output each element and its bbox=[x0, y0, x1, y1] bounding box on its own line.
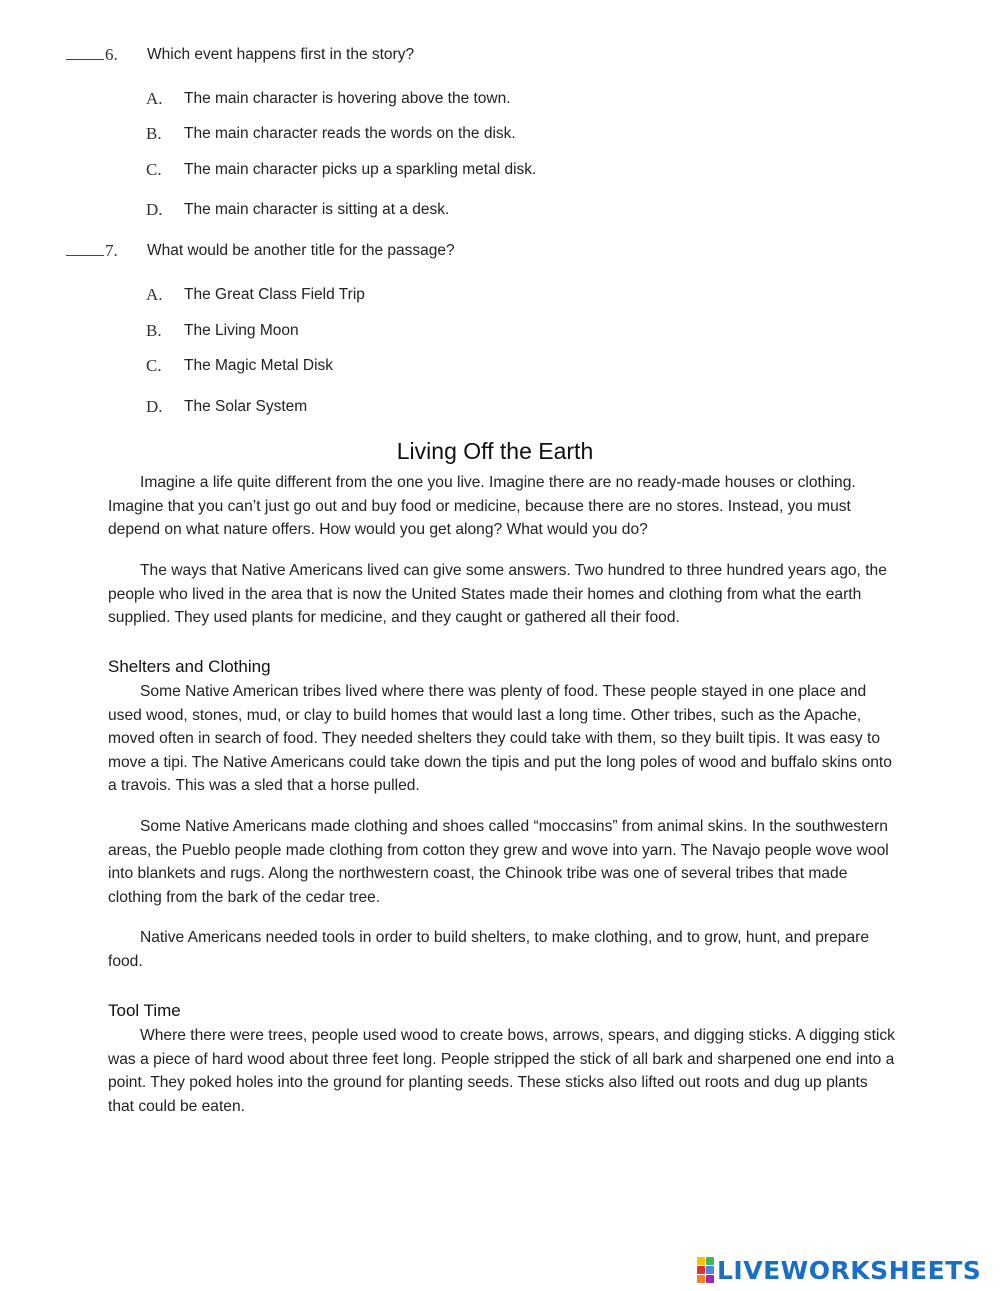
option-text: The main character reads the words on the disk. bbox=[184, 125, 516, 142]
section-heading: Shelters and Clothing bbox=[108, 657, 271, 676]
passage-paragraph: Imagine a life quite different from the one you live. Imagine there are no ready-made houses or clothing. Imagine that you can’t just go out and buy food or medicine, because there are no stores. Instead, you must depend on what nature offers. How would you get along? What would you do? bbox=[108, 474, 856, 539]
question-prompt: What would be another title for the passage? bbox=[147, 242, 455, 259]
option-letter: D. bbox=[146, 200, 163, 219]
answer-blank-7[interactable]: 7. bbox=[66, 241, 118, 261]
option-letter: C. bbox=[146, 160, 162, 179]
option-text: The Great Class Field Trip bbox=[184, 286, 365, 303]
option-letter: A. bbox=[146, 89, 163, 108]
passage-title: Living Off the Earth bbox=[396, 438, 594, 464]
liveworksheets-logo-icon bbox=[697, 1257, 714, 1283]
answer-blank-6[interactable]: 6. bbox=[66, 45, 118, 65]
option-text: The main character picks up a sparkling metal disk. bbox=[184, 161, 537, 178]
passage-paragraph: Some Native American tribes lived where there was plenty of food. These people stayed in one place and used wood, stones, mud, or clay to build homes that would last a long time. Other tribes, such as the Apache, moved often in search of food. They needed shelters they could take with them, so they built tipis. It was easy to move a tipi. The Native Americans could take down the tipis and put the long poles of wood and buffalo skins onto a travois. This was a sled that a horse pulled. bbox=[108, 683, 892, 795]
option-text: The main character is sitting at a desk. bbox=[184, 201, 450, 218]
logo-text: LIVEWORKSHEETS bbox=[717, 1255, 982, 1285]
option-text: The Solar System bbox=[184, 398, 308, 415]
passage-paragraph: Some Native Americans made clothing and shoes called “moccasins” from animal skins. In the southwestern areas, the Pueblo people made clothing from cotton they grew and wove into yarn. The Navajo people wove wool into blankets and rugs. Along the northwestern coast, the Chinook tribe was one of several tribes that made clothing from the bark of the cedar tree. bbox=[108, 818, 889, 906]
option-text: The Magic Metal Disk bbox=[184, 357, 334, 374]
passage-paragraph: Native Americans needed tools in order to build shelters, to make clothing, and to grow, hunt, and prepare food. bbox=[108, 929, 870, 970]
option-letter: A. bbox=[146, 285, 163, 304]
option-text: The main character is hovering above the town. bbox=[184, 90, 511, 107]
passage-paragraph: The ways that Native Americans lived can give some answers. Two hundred to three hundred years ago, the people who lived in the area that is now the United States made their homes and clothing from what the earth supplied. They used plants for medicine, and they caught or gathered all their food. bbox=[108, 562, 887, 627]
passage-paragraph: Where there were trees, people used wood to create bows, arrows, spears, and digging sticks. A digging stick was a piece of hard wood about three feet long. People stripped the stick of all bark and sharpened one end into a point. They poked holes into the ground for planting seeds. These sticks also lifted out roots and dug up plants that could be eaten. bbox=[108, 1027, 895, 1115]
liveworksheets-logo bbox=[697, 1255, 981, 1285]
section-heading: Tool Time bbox=[108, 1001, 181, 1020]
option-text: The Living Moon bbox=[184, 322, 299, 339]
question-prompt: Which event happens first in the story? bbox=[147, 46, 415, 63]
option-letter: D. bbox=[146, 397, 163, 416]
option-letter: C. bbox=[146, 356, 162, 375]
option-letter: B. bbox=[146, 321, 162, 340]
option-letter: B. bbox=[146, 124, 162, 143]
